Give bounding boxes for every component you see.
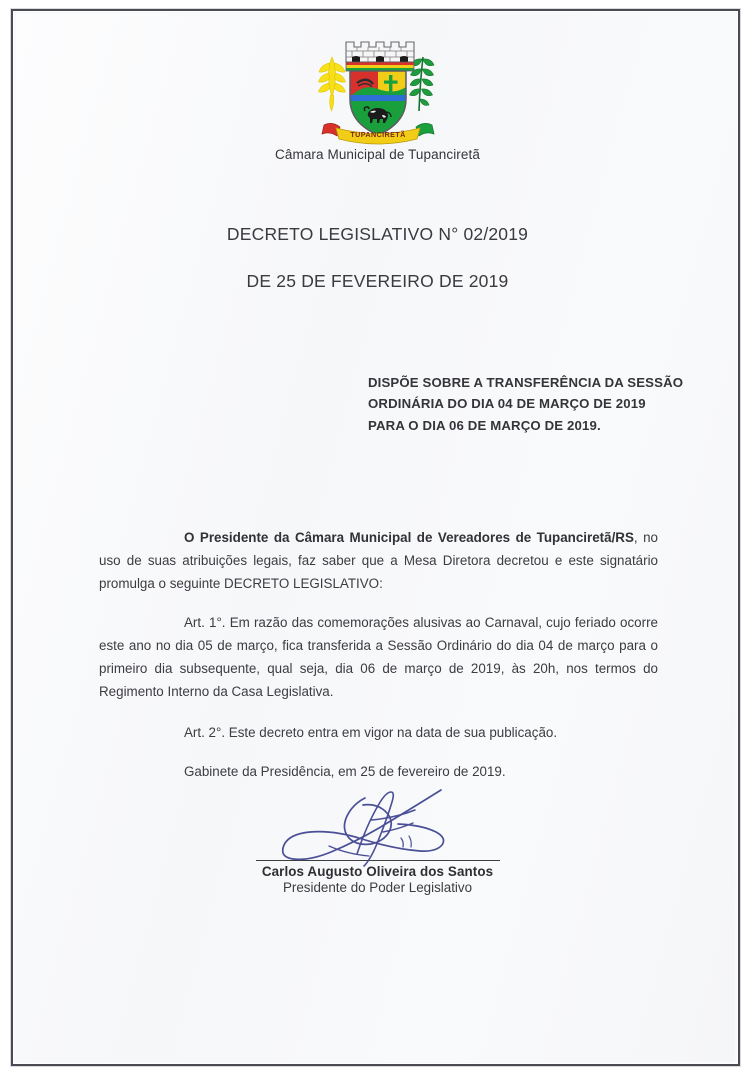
signature-rule [256,860,500,861]
wheat-icon [318,57,345,111]
ementa-line-2: ORDINÁRIA DO DIA 04 DE MARÇO DE 2019 [368,396,646,412]
decree-title-line-1: DECRETO LEGISLATIVO N° 02/2019 [226,224,529,244]
article-1-paragraph: Art. 1°. Em razão das comemorações alusivas ao Carnaval, cujo feriado ocorre este ano no dia 05 de março, fica transferida a Sessão Ordinário do dia 04 de março para o primeiro dia subsequente, qual seja, dia 06 de março de 2019, às 20h, nos termos do Regimento Interno da Casa Legislativa. [99,615,658,700]
page-border-frame [11,9,740,1066]
signature-block [16,792,739,897]
coat-of-arms-icon [302,33,454,145]
closing-paragraph: Gabinete da Presidência, em 25 de fevereiro de 2019. [184,764,506,779]
preamble-rest: , no uso de suas atribuições legais, faz saber que a Mesa Diretora decretou e este signatário promulga o seguinte DECRETO LEGISLATIVO: [99,530,658,592]
preamble-paragraph [99,526,658,595]
document-body [99,526,658,762]
mural-crown-icon [346,42,414,62]
shield-icon [350,71,406,135]
ribbon-text: TUPANCIRETÃ [349,130,406,139]
document-header [16,14,739,162]
page-surface [16,14,735,1061]
crown-base-stripes [346,62,414,71]
signatory-name: Carlos Augusto Oliveira dos Santos [261,864,494,879]
decree-title-line-2: DE 25 DE FEVEREIRO DE 2019 [246,271,509,291]
ementa-block [368,372,703,436]
signature-wrapper [223,792,533,895]
signatory-role: Presidente do Poder Legislativo [282,880,473,895]
ementa-line-1: DISPÕE SOBRE A TRANSFERÊNCIA DA SESSÃO [368,375,684,390]
ementa-line-3: PARA O DIA 06 DE MARÇO DE 2019. [368,417,601,433]
article-2-paragraph: Art. 2°. Este decreto entra em vigor na data de sua publicação. [184,725,558,741]
organization-name: Câmara Municipal de Tupanciretã [275,147,480,162]
preamble-bold-lead: O Presidente da Câmara Municipal de Vereadores de Tupanciretã/RS [184,530,634,545]
document-content [16,14,739,1065]
